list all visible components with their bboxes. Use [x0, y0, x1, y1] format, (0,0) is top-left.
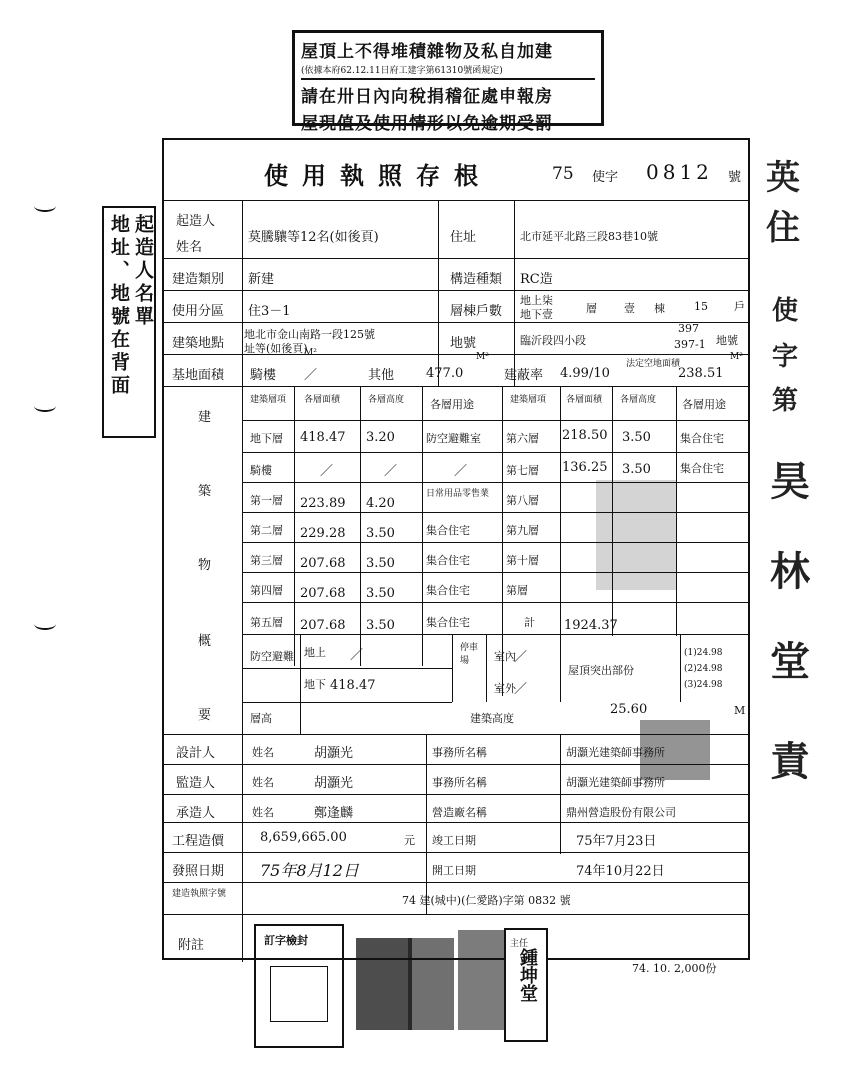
shelter-above-label: 地上	[304, 646, 326, 659]
build-type-label: 建造類別	[172, 272, 225, 287]
roof-2: (2)24.98	[684, 664, 723, 674]
designer-name: 胡灝光	[314, 746, 354, 761]
header-use: 各層用途	[430, 398, 474, 411]
structure-value: RC造	[520, 272, 553, 287]
floor-label: 第七層	[506, 464, 539, 477]
stamp-divider	[301, 78, 595, 80]
director-name: 鍾坤堂	[517, 948, 538, 1002]
floor-use: 集合住宅	[426, 554, 470, 567]
margin-char: 昊	[770, 458, 810, 505]
indoor-label: 室內	[494, 650, 516, 663]
permit-suffix: 號	[728, 170, 742, 185]
permit-value: 74 建(城中)(仁愛路)字第 0832 號	[402, 894, 571, 907]
header-area: 各層面積	[304, 395, 341, 405]
header-height: 各層高度	[368, 395, 405, 405]
other-value: 477.0	[426, 366, 464, 381]
stamp-line-4: 屋現值及使用情形以免逾期受罰	[301, 114, 553, 134]
address-label: 住址	[450, 230, 477, 245]
parking-label: 停車場	[460, 643, 479, 666]
scan-smudge	[640, 720, 710, 780]
firm-value: 鼎州營造股份有限公司	[566, 806, 676, 819]
seal-box	[254, 924, 344, 1048]
site-value-2: 址等(如後頁)	[244, 342, 308, 355]
designer-name-label: 姓名	[252, 746, 274, 759]
floor-height: 3.50	[366, 618, 395, 633]
permit-year: 75	[552, 164, 574, 184]
side-char-5: 要	[198, 708, 212, 723]
roof-1: (1)24.98	[684, 648, 723, 658]
structure-label: 構造種類	[450, 272, 503, 287]
margin-char: 使	[772, 296, 799, 326]
floor-label: 騎樓	[250, 464, 272, 477]
shelter-above-value: ／	[350, 648, 364, 663]
shelter-below-value: 418.47	[330, 678, 376, 693]
coverage-value: 4.99/10	[560, 366, 610, 381]
floor-label: 第六層	[506, 432, 539, 445]
area-label: 基地面積	[172, 368, 225, 383]
floor-area: 418.47	[300, 430, 346, 445]
lot-suffix: 地號	[716, 334, 738, 347]
supervisor-name: 胡灝光	[314, 776, 354, 791]
shelter-below-label: 地下	[304, 678, 326, 691]
issue-label: 發照日期	[172, 864, 225, 879]
permit-char: 使字	[592, 170, 619, 185]
floor-height: 3.50	[366, 556, 395, 571]
side-note-col1: 起造人名單	[132, 214, 154, 329]
floor-use: 集合住宅	[426, 584, 470, 597]
floors-label: 層棟戶數	[450, 304, 503, 319]
supervisor-name-label: 姓名	[252, 776, 274, 789]
cost-label: 工程造價	[172, 834, 225, 849]
print-footer: 74. 10. 2,000份	[632, 962, 717, 975]
header-use-r: 各層用途	[682, 398, 726, 411]
margin-mark	[34, 200, 56, 212]
floor-height: ／	[384, 464, 398, 479]
floor-area: 229.28	[300, 526, 346, 541]
stamp-line-2: (依據本府62.12.11日府工建字第61310號函規定)	[301, 66, 503, 76]
permit-number: 0812	[646, 160, 713, 184]
contractor-name: 鄭逢麟	[314, 806, 354, 821]
margin-char: 林	[770, 548, 810, 595]
side-char-4: 概	[198, 634, 212, 649]
floor-height: 4.20	[366, 496, 395, 511]
floor-area: 207.68	[300, 618, 346, 633]
applicant-value: 莫騰驤等12名(如後頁)	[248, 230, 379, 245]
floor-label: 第二層	[250, 524, 283, 537]
header-floor: 建築層項	[250, 395, 287, 405]
side-char-1: 建	[198, 410, 212, 425]
issue-value: 75年8月12日	[260, 861, 359, 880]
floor-use: 集合住宅	[426, 524, 470, 537]
office-value: 胡灝光建築師事務所	[566, 746, 665, 759]
roof-label: 屋頂突出部份	[568, 664, 634, 677]
lot-label: 地號	[450, 336, 477, 351]
households-unit: 戶	[734, 300, 745, 313]
floor-label: 第一層	[250, 494, 283, 507]
floor-label: 第層	[506, 584, 528, 597]
margin-char: 責	[770, 738, 810, 785]
scan-smudge	[596, 480, 676, 590]
other-label: 其他	[368, 368, 395, 383]
official-seal	[458, 930, 504, 1030]
note-label: 附註	[178, 938, 205, 953]
office-label: 事務所名稱	[432, 746, 487, 759]
office-value-2: 胡灝光建築師事務所	[566, 776, 665, 789]
director-title: 主任	[510, 939, 529, 949]
director-seal	[504, 928, 548, 1042]
floors-below: 地下壹	[520, 308, 553, 321]
side-char-3: 物	[198, 558, 212, 573]
stamp-line-3: 請在卅日內向稅捐稽征處申報房	[301, 87, 553, 107]
official-seal	[408, 938, 454, 1030]
shelter-height-label: 層高	[250, 712, 272, 725]
outdoor-label: 室外	[494, 682, 516, 695]
floor-use: 集合住宅	[680, 432, 724, 445]
margin-mark	[34, 618, 56, 630]
applicant-label: 起造人	[176, 214, 216, 229]
margin-char: 住	[766, 208, 800, 248]
blocks: 壹	[624, 302, 635, 315]
floor-use: 防空避難室	[426, 432, 481, 445]
arcade-value: ／	[304, 368, 318, 383]
office-label-2: 事務所名稱	[432, 776, 487, 789]
margin-mark	[34, 400, 56, 412]
complete-value: 75年7月23日	[576, 834, 657, 849]
total-label: 計	[524, 616, 535, 629]
indoor-value: ／	[514, 650, 528, 665]
supervisor-label: 監造人	[176, 776, 216, 791]
lot-number-2: 397-1	[674, 338, 706, 351]
floor-use: 集合住宅	[680, 462, 724, 475]
floor-height: 3.50	[366, 586, 395, 601]
floor-label: 第三層	[250, 554, 283, 567]
roof-3: (3)24.98	[684, 680, 723, 690]
official-seal	[356, 938, 412, 1030]
floor-height: 3.50	[622, 430, 651, 445]
zone-value: 住3－1	[248, 304, 291, 319]
floor-label: 第九層	[506, 524, 539, 537]
permit-label: 建造執照字號	[172, 889, 227, 899]
complete-label: 竣工日期	[432, 834, 476, 847]
floor-area: 218.50	[562, 428, 608, 443]
blocks-unit: 棟	[654, 302, 665, 315]
lot-number-1: 397	[678, 322, 699, 335]
households: 15	[694, 300, 708, 313]
open-area-unit: M²	[730, 352, 743, 362]
floor-area: 207.68	[300, 586, 346, 601]
build-type-value: 新建	[248, 272, 275, 287]
site-label: 建築地點	[172, 336, 225, 351]
header-floor-r: 建築層項	[510, 395, 547, 405]
floor-area: 136.25	[562, 460, 608, 475]
side-note-col2: 地址、地號在背面	[108, 214, 130, 398]
floor-label: 第五層	[250, 616, 283, 629]
floors-unit: 層	[586, 302, 597, 315]
floor-label: 第十層	[506, 554, 539, 567]
floor-area: 207.68	[300, 556, 346, 571]
lot-value: 臨沂段四小段	[520, 334, 586, 347]
bheight-label: 建築高度	[470, 712, 514, 725]
floor-use: 集合住宅	[426, 616, 470, 629]
form-title: 使用執照存根	[264, 161, 492, 190]
name-label: 姓名	[176, 240, 203, 255]
total-area: 1924.37	[564, 618, 618, 633]
floors-above: 地上柒	[520, 294, 553, 307]
margin-char: 堂	[770, 638, 810, 685]
side-char-2: 築	[198, 484, 212, 499]
start-value: 74年10月22日	[576, 864, 665, 879]
floor-label: 第八層	[506, 494, 539, 507]
floor-area: 223.89	[300, 496, 346, 511]
margin-char: 第	[772, 386, 799, 416]
outdoor-value: ／	[514, 682, 528, 697]
coverage-label: 建蔽率	[504, 368, 544, 383]
address-value: 北市延平北路三段83巷10號	[520, 230, 658, 243]
other-unit: M²	[476, 352, 489, 362]
open-area-label: 法定空地面積	[626, 359, 681, 369]
floor-height: 3.50	[622, 462, 651, 477]
arcade-unit: M²	[304, 348, 317, 358]
stamp-line-1: 屋頂上不得堆積雜物及私自加建	[301, 42, 553, 62]
header-area-r: 各層面積	[566, 395, 603, 405]
floor-area: ／	[320, 464, 334, 479]
bheight-value: 25.60	[610, 702, 648, 717]
floor-use: 日常用品零售業	[426, 489, 490, 499]
open-area-value: 238.51	[678, 366, 724, 381]
start-label: 開工日期	[432, 864, 476, 877]
contractor-name-label: 姓名	[252, 806, 274, 819]
arcade-label: 騎樓	[250, 368, 277, 383]
contractor-label: 承造人	[176, 806, 216, 821]
floor-height: 3.20	[366, 430, 395, 445]
bheight-unit: M	[734, 704, 746, 717]
floor-use: ／	[454, 464, 468, 479]
regulation-stamp	[292, 30, 604, 134]
seal-box-label: 訂字檢封	[264, 934, 308, 947]
firm-label: 營造廠名稱	[432, 806, 487, 819]
floor-height: 3.50	[366, 526, 395, 541]
applicant-note-box	[102, 206, 156, 438]
header-height-r: 各層高度	[620, 395, 657, 405]
site-value-1: 地北市金山南路一段125號	[244, 328, 375, 341]
cost-value: 8,659,665.00	[260, 830, 347, 845]
floor-label: 第四層	[250, 584, 283, 597]
seal-inner	[270, 966, 328, 1022]
margin-char: 字	[772, 342, 799, 372]
cost-unit: 元	[404, 834, 415, 847]
shelter-label: 防空避難	[250, 650, 294, 663]
margin-char: 英	[766, 158, 800, 198]
designer-label: 設計人	[176, 746, 216, 761]
zone-label: 使用分區	[172, 304, 225, 319]
floor-label: 地下層	[250, 432, 283, 445]
